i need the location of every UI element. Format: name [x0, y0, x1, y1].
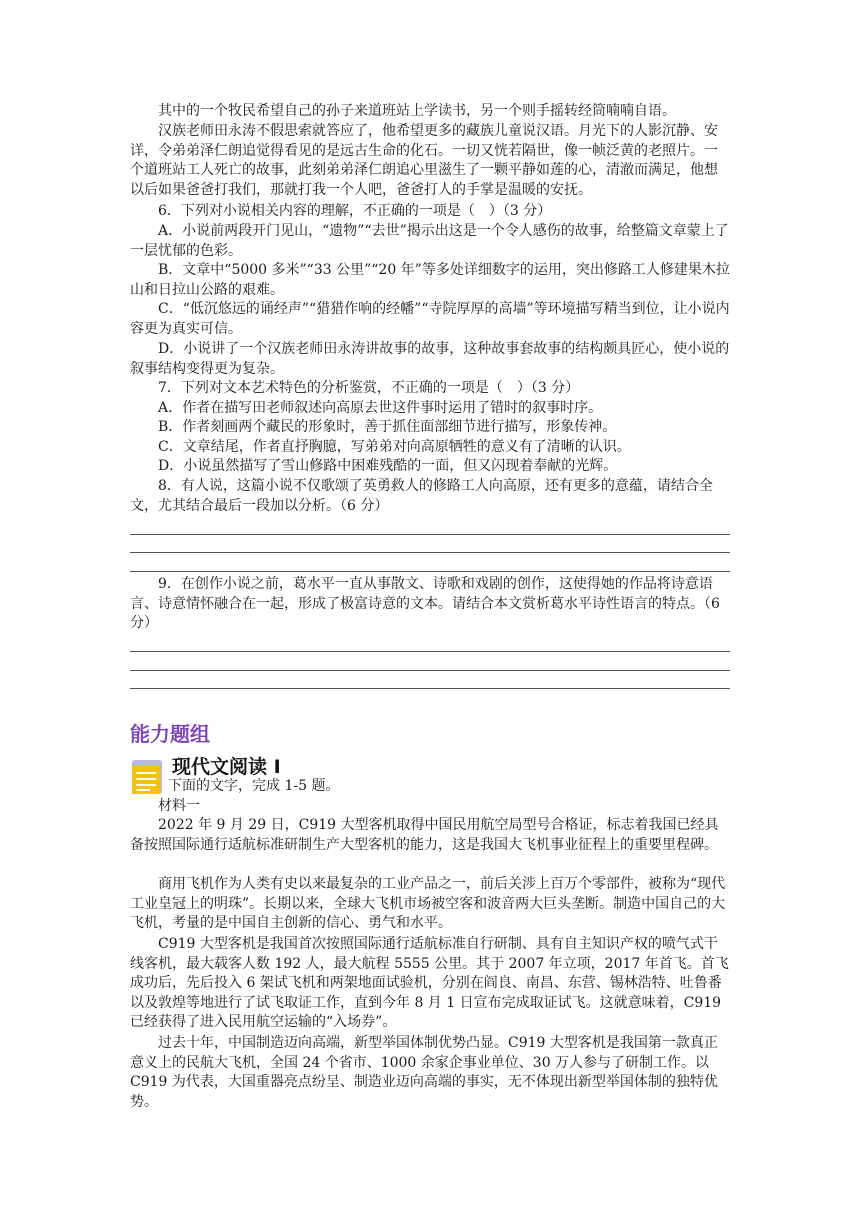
question-6-option-d: D．小说讲了一个汉族老师田永涛讲故事的故事，这种故事套故事的结构颇具匠心，使小说的叙事结构变得更为复杂。: [130, 341, 730, 377]
question-9: 9．在创作小说之前，葛水平一直从事散文、诗歌和戏剧的创作，这使得她的作品将诗意语言、诗意情怀融合在一起，形成了极富诗意的文本。请结合本文赏析葛水平诗性语言的特点。（6 分）: [130, 576, 720, 631]
question-6-option-c: C．“低沉悠远的诵经声”“猎猎作响的经幡”“寺院厚厚的高墙”等环境描写精当到位，让小说内容更为真实可信。: [130, 301, 730, 337]
paragraph: 汉族老师田永涛不假思索就答应了，他希望更多的藏族儿童说汉语。月光下的人影沉静、安详，令弟弟泽仁朗追觉得看见的是远古生命的化石。一切又恍若隔世，像一帧泛黄的老照片。一个道班站工人死亡的故事，此刻弟弟泽仁朗追心里滋生了一颗平静如莲的心，清澈而满足，他想以后如果爸爸打我们，那就打我一个人吧，爸爸打人的手掌是温暖的安抚。: [130, 123, 718, 198]
subsection-title: 现代文阅读 I: [172, 756, 281, 778]
question-6-option-a: A．小说前两段开门见山，“遗物”“去世”揭示出这是一个令人感伤的故事，给整篇文章蒙上了一层忧郁的色彩。: [130, 223, 729, 259]
question-7-option-c: C．文章结尾，作者直抒胸臆，写弟弟对向高原牺牲的意义有了清晰的认识。: [158, 439, 631, 455]
reading-instruction: 下面的文字，完成 1-5 题。: [168, 778, 340, 794]
answer-line: [130, 552, 730, 553]
question-6-stem: 6．下列对小说相关内容的理解，不正确的一项是（ ）（3 分）: [158, 203, 552, 219]
answer-line: [130, 534, 730, 535]
material-paragraph: 过去十年，中国制造迈向高端，新型举国体制优势凸显。C919 大型客机是我国第一款真正意义上的民航大飞机，全国 24 个省市、1000 余家企事业单位、30 万人参与了研制工作。以 C919 为代表，大国重器亮点纷呈、制造业迈向高端的事实，无不体现出新型举国体制的独特优势。: [130, 1035, 718, 1110]
answer-line: [130, 651, 730, 652]
material-paragraph: 2022 年 9 月 29 日，C919 大型客机取得中国民用航空局型号合格证，标志着我国已经具备按照国际通行适航标准研制生产大型客机的能力，这是我国大飞机事业征程上的重要里程碑。: [130, 817, 719, 853]
question-7-option-b: B．作者刻画两个藏民的形象时，善于抓住面部细节进行描写，形象传神。: [158, 419, 617, 435]
answer-line: [130, 670, 730, 671]
question-7-option-a: A．作者在描写田老师叙述向高原去世这件事时运用了错时的叙事时序。: [158, 400, 603, 416]
note-list-icon: [130, 758, 164, 796]
material-paragraph: 商用飞机作为人类有史以来最复杂的工业产品之一，前后关涉上百万个零部件，被称为“现代工业皇冠上的明珠”。长期以来，全球大飞机市场被空客和波音两大巨头垄断。制造中国自己的大飞机，考量的是中国自主创新的信心、勇气和水平。: [130, 876, 726, 931]
question-7-stem: 7．下列对文本艺术特色的分析鉴赏，不正确的一项是（ ）（3 分）: [158, 380, 580, 396]
question-8: 8．有人说，这篇小说不仅歌颂了英勇救人的修路工人向高原，还有更多的意蕴，请结合全文，尤其结合最后一段加以分析。（6 分）: [130, 478, 713, 514]
material-paragraph: C919 大型客机是我国首次按照国际通行适航标准自行研制、具有自主知识产权的喷气式干线客机，最大载客人数 192 人，最大航程 5555 公里。其于 2007 年立项，2017 年首飞。首飞成功后，先后投入 6 架试飞机和两架地面试验机，分别在阎良、南昌、东营、锡林浩特、吐鲁番以及敦煌等地进行了试飞取证工作，直到今年 8 月 1 日宣布完成取证试飞。这就意味着，C919 已经获得了进入民用航空运输的“入场券”。: [130, 936, 729, 1030]
question-7-option-d: D．小说虽然描写了雪山修路中困难残酷的一面，但又闪现着奉献的光辉。: [158, 458, 618, 474]
paragraph: 其中的一个牧民希望自己的孙子来道班站上学读书，另一个则手摇转经筒喃喃自语。: [158, 103, 676, 119]
answer-line: [130, 688, 730, 689]
material-label: 材料一: [158, 798, 200, 814]
answer-line: [130, 571, 730, 572]
section-title: 能力题组: [130, 722, 210, 746]
question-6-option-b: B．文章中“5000 多米”“33 公里”“20 年”等多处详细数字的运用，突出修路工人修建果木拉山和日拉山公路的艰难。: [130, 262, 730, 298]
